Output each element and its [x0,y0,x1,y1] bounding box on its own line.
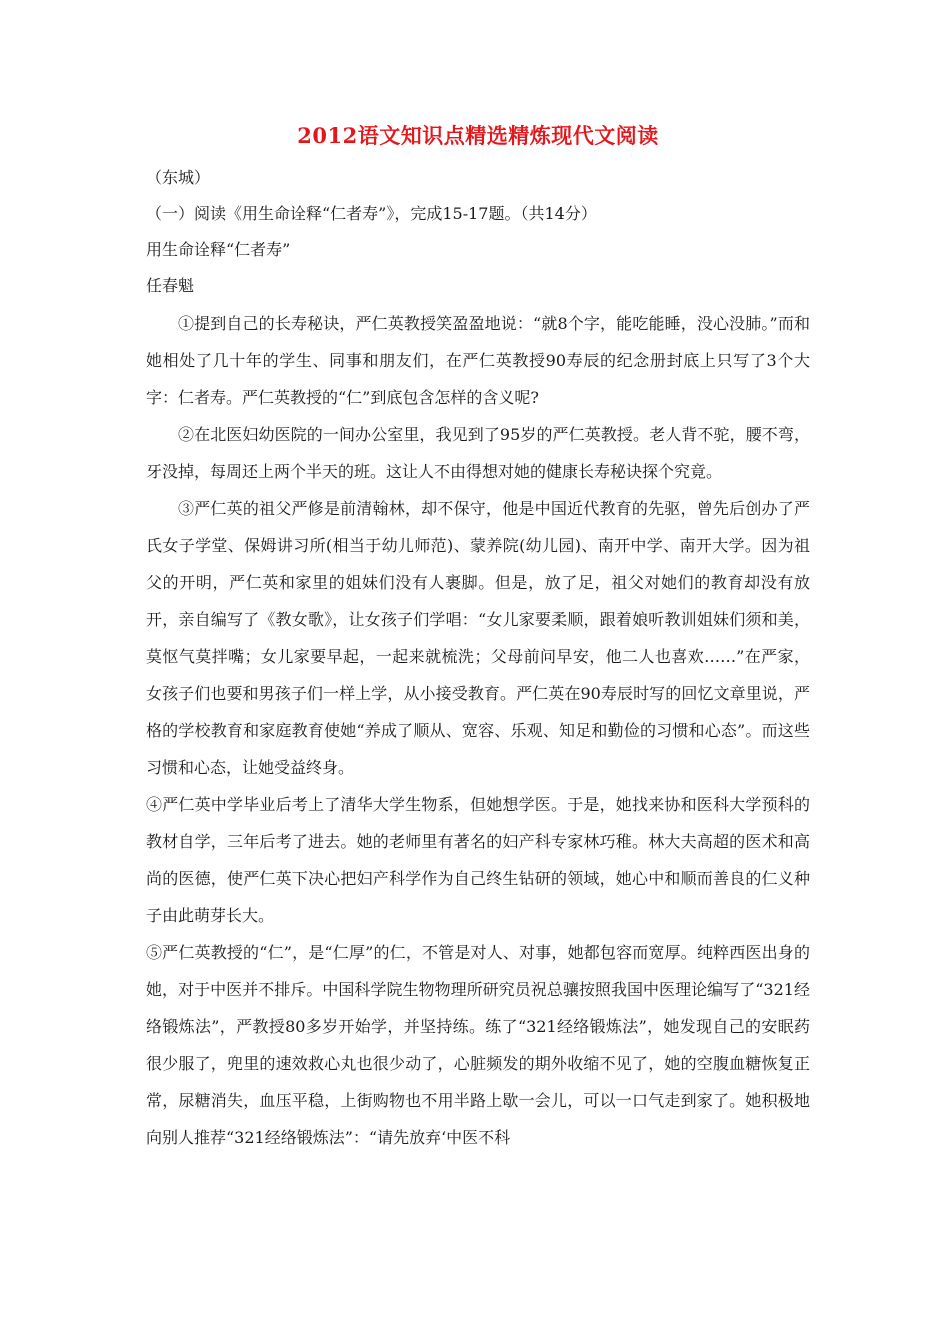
paragraph-4: ④严仁英中学毕业后考上了清华大学生物系，但她想学医。于是，她找来协和医科大学预科的教材自学，三年后考了进去。她的老师里有著名的妇产科专家林巧稚。林大夫高超的医术和高尚的医德，使严仁英下决心把妇产科学作为自己终生钻研的领域，她心中和顺而善良的仁义种子由此萌芽长大。 [146,795,810,925]
article-title: 用生命诠释“仁者寿” [146,240,291,259]
paragraph-5: ⑤严仁英教授的“仁”，是“仁厚”的仁，不管是对人、对事，她都包容而宽厚。纯粹西医出身的她，对于中医并不排斥。中国科学院生物物理所研究员祝总骧按照我国中医理论编写了“321经络锻炼法”，严教授80多岁开始学，并坚持练。练了“321经络锻炼法”，她发现自己的安眠药很少服了，兜里的速效救心丸也很少动了，心脏频发的期外收缩不见了，她的空腹血糖恢复正常，尿糖消失，血压平稳，上街购物也不用半路上歇一会儿，可以一口气走到家了。她积极地向别人推荐“321经络锻炼法”：“请先放弃‘中医不科 [146,943,810,1147]
paragraph-3: ③严仁英的祖父严修是前清翰林，却不保守，他是中国近代教育的先驱，曾先后创办了严氏女子学堂、保姆讲习所(相当于幼儿师范)、蒙养院(幼儿园)、南开中学、南开大学。因为祖父的开明，严仁英和家里的姐妹们没有人裹脚。但是，放了足，祖父对她们的教育却没有放开，亲自编写了《教女歌》，让女孩子们学唱：“女儿家要柔顺，跟着娘听教训姐妹们须和美，莫怄气莫拌嘴；女儿家要早起，一起来就梳洗；父母前问早安，他二人也喜欢……”在严家，女孩子们也要和男孩子们一样上学，从小接受教育。严仁英在90寿辰时写的回忆文章里说，严格的学校教育和家庭教育使她“养成了顺从、宽容、乐观、知足和勤俭的习惯和心态”。而这些习惯和心态，让她受益终身。 [146,499,810,777]
paragraph-2: ②在北医妇幼医院的一间办公室里，我见到了95岁的严仁英教授。老人背不驼，腰不弯，牙没掉，每周还上两个半天的班。这让人不由得想对她的健康长寿秘诀探个究竟。 [146,425,810,481]
document-title: 2012语文知识点精选精炼现代文阅读 [297,123,659,148]
document-page [146,120,810,1156]
region-label: （东城） [146,168,211,187]
article-author: 任春魁 [146,276,195,295]
paragraph-1: ①提到自己的长寿秘诀，严仁英教授笑盈盈地说：“就8个字，能吃能睡，没心没肺。”而和她相处了几十年的学生、同事和朋友们，在严仁英教授90寿辰的纪念册封底上只写了3个大字：仁者寿。严仁英教授的“仁”到底包含怎样的含义呢? [146,314,810,407]
section-heading: （一）阅读《用生命诠释“仁者寿”》，完成15-17题。（共14分） [146,204,597,223]
